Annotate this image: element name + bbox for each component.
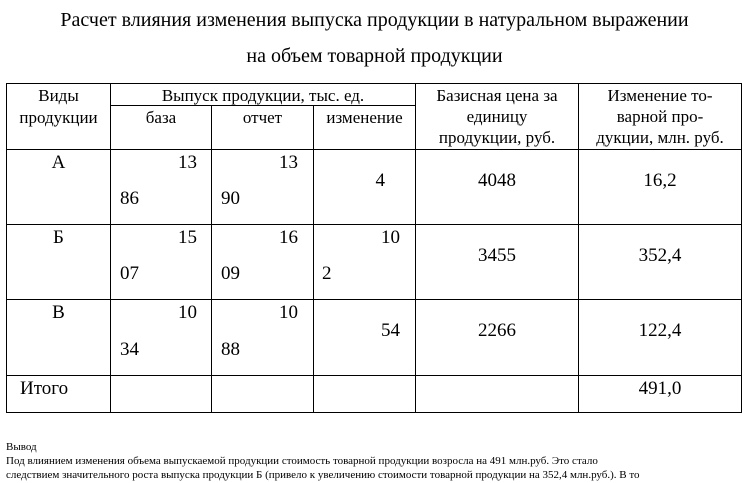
header-type-line-1: Виды bbox=[38, 86, 79, 105]
row-b-change-part-2: 2 bbox=[322, 263, 332, 284]
header-type-line-2: продукции bbox=[19, 108, 98, 127]
row-b-base-part-1: 15 bbox=[178, 227, 197, 248]
total-delta: 491,0 bbox=[638, 378, 682, 399]
conclusion-line-2: следствием значительного роста выпуска продукции Б (привело к увеличению стоимости товарной продукции на 352,4 млн.руб.). В то bbox=[6, 469, 640, 481]
row-a-base-part-1: 13 bbox=[178, 152, 197, 173]
row-b-report-part-1: 16 bbox=[279, 227, 298, 248]
row-b-delta: 352,4 bbox=[638, 245, 682, 266]
row-v-base-part-1: 10 bbox=[178, 302, 197, 323]
row-a-change: 4 bbox=[375, 170, 385, 191]
header-price-line-2: единицу bbox=[466, 107, 528, 126]
row-v-report-part-1: 10 bbox=[279, 302, 298, 323]
row-a-report-part-2: 90 bbox=[221, 188, 240, 209]
row-b-base-part-2: 07 bbox=[120, 263, 139, 284]
row-a-name: А bbox=[51, 152, 66, 173]
header-base: база bbox=[145, 108, 177, 127]
conclusion-heading: Вывод bbox=[6, 441, 37, 453]
row-v-base-part-2: 34 bbox=[120, 339, 139, 360]
header-delta-line-3: дукции, млн. руб. bbox=[596, 128, 724, 147]
header-delta-line-1: Изменение то- bbox=[607, 86, 713, 105]
header-output-group: Выпуск продукции, тыс. ед. bbox=[161, 86, 365, 105]
page-title-line-2: на объем товарной продукции bbox=[246, 45, 503, 67]
conclusion-line-1: Под влиянием изменения объема выпускаемой продукции стоимость товарной продукции возросла на 491 млн.руб. Это стало bbox=[6, 455, 598, 467]
row-b-price: 3455 bbox=[478, 245, 516, 266]
row-b-change-part-1: 10 bbox=[381, 227, 400, 248]
row-a-base-part-2: 86 bbox=[120, 188, 139, 209]
row-a-delta: 16,2 bbox=[643, 170, 677, 191]
header-delta-line-2: варной про- bbox=[616, 107, 704, 126]
header-change: изменение bbox=[326, 108, 403, 127]
header-price-line-1: Базисная цена за bbox=[436, 86, 558, 105]
row-v-price: 2266 bbox=[478, 320, 516, 341]
row-v-name: В bbox=[52, 302, 65, 323]
total-label: Итого bbox=[20, 378, 69, 399]
row-b-report-part-2: 09 bbox=[221, 263, 240, 284]
row-v-change: 54 bbox=[381, 320, 400, 341]
row-a-report-part-1: 13 bbox=[279, 152, 298, 173]
header-price-line-3: продукции, руб. bbox=[438, 128, 556, 147]
row-b-name: Б bbox=[53, 227, 64, 248]
row-v-report-part-2: 88 bbox=[221, 339, 240, 360]
row-v-delta: 122,4 bbox=[638, 320, 682, 341]
page-title-line-1: Расчет влияния изменения выпуска продукции в натуральном выражении bbox=[60, 9, 689, 31]
row-a-price: 4048 bbox=[478, 170, 516, 191]
header-report: отчет bbox=[242, 108, 283, 127]
